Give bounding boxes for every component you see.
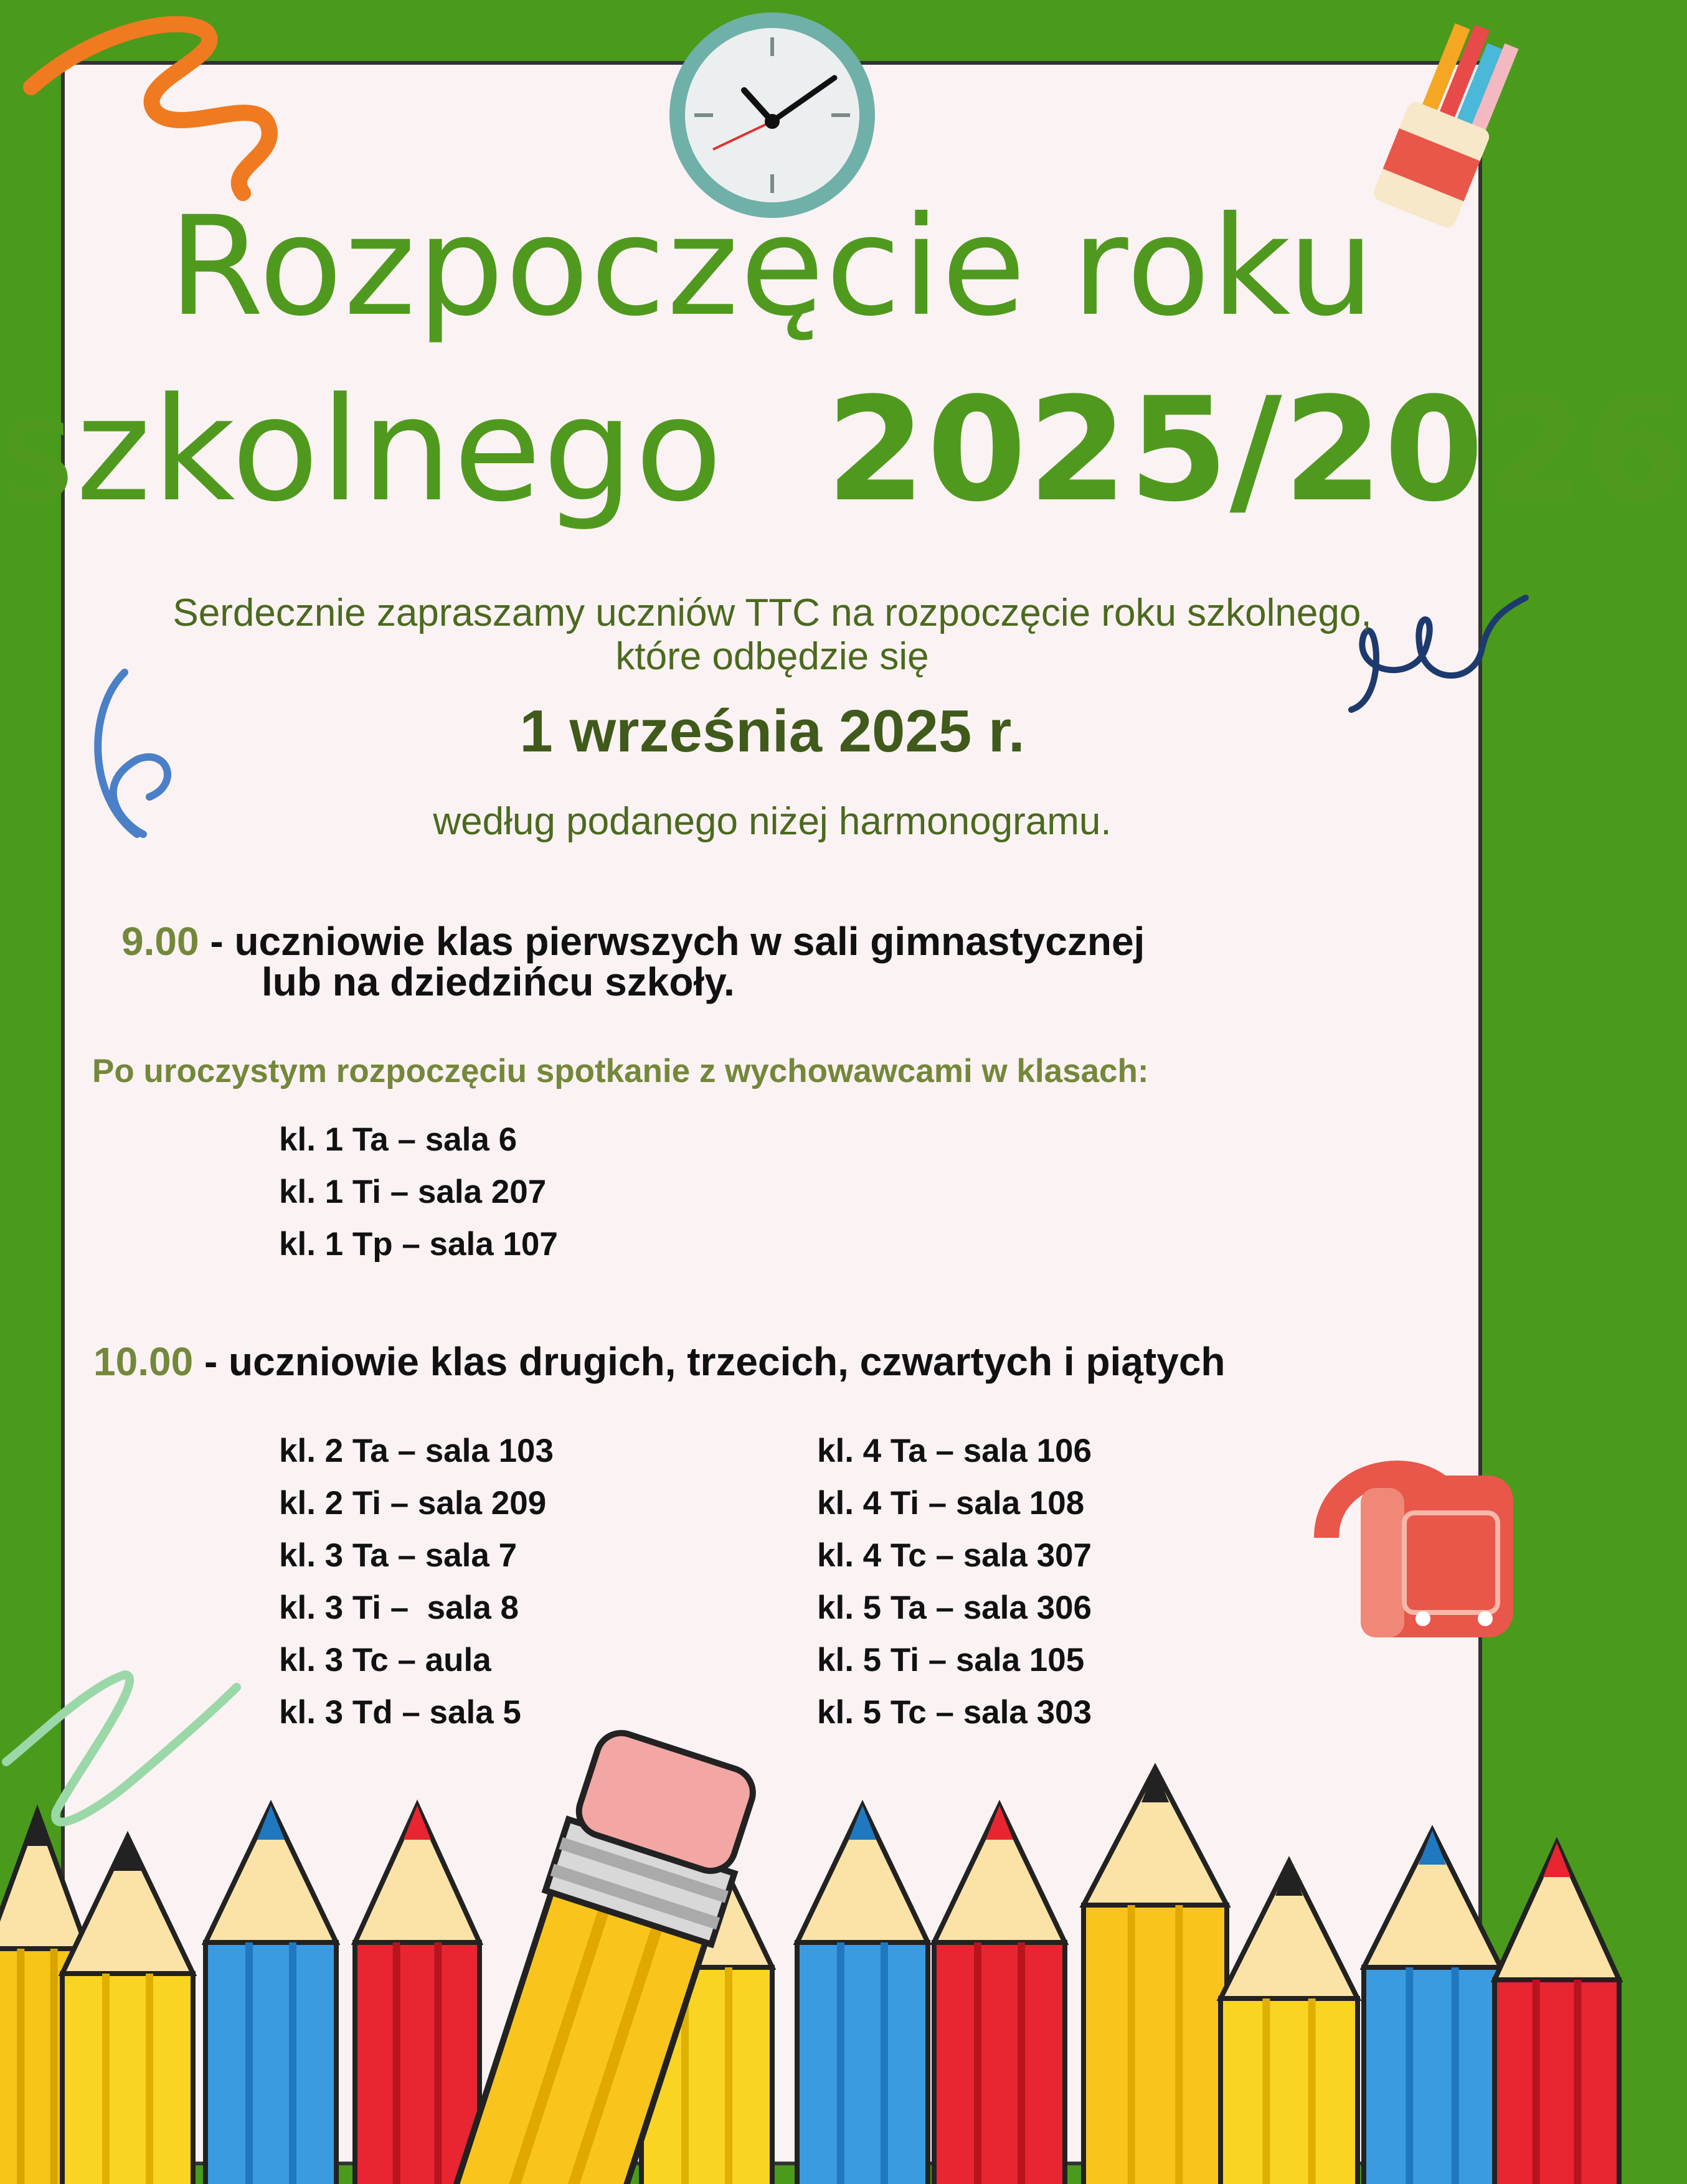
- backpack-icon: [1302, 1438, 1526, 1644]
- room-list-item: kl. 4 Tc – sala 307: [817, 1537, 1092, 1574]
- session-1-time: 9.00: [121, 919, 199, 964]
- session-2-text: - uczniowie klas drugich, trzecich, czwartych i piątych: [193, 1339, 1226, 1384]
- session-2: [93, 1339, 1226, 1384]
- room-list-item: kl. 3 Tc – aula: [279, 1642, 491, 1678]
- pencil-decoration: [1084, 1768, 1227, 2184]
- pencils-border: [0, 1768, 1544, 2184]
- pencil-decoration: [797, 1805, 928, 2184]
- title-school-year: 2025/2026: [826, 367, 1687, 534]
- title-line-1: Rozpoczęcie roku: [168, 187, 1376, 346]
- room-list-item: kl. 1 Ti – sala 207: [279, 1174, 547, 1210]
- room-list-item: kl. 2 Ti – sala 209: [279, 1485, 547, 1522]
- room-list-item: kl. 3 Td – sala 5: [279, 1694, 521, 1731]
- session-2-time: 10.00: [93, 1339, 194, 1384]
- subheading: Po uroczystym rozpoczęciu spotkanie z wychowawcami w klasach:: [92, 1053, 1149, 1090]
- pencil-decoration: [1221, 1862, 1358, 2184]
- pencil-decoration: [206, 1805, 336, 2184]
- room-list-item: kl. 2 Ta – sala 103: [279, 1433, 554, 1469]
- session-1-text: - uczniowie klas pierwszych w sali gimnastycznej: [199, 919, 1145, 964]
- event-date: 1 września 2025 r.: [519, 698, 1025, 765]
- orange-squiggle-icon: [19, 6, 280, 205]
- room-list-item: kl. 3 Ti – sala 8: [279, 1589, 519, 1626]
- title-line-2: [0, 367, 1687, 534]
- intro-line-2: które odbędzie się: [615, 635, 929, 678]
- pencil-decoration: [934, 1805, 1065, 2184]
- room-list-item: kl. 5 Tc – sala 303: [817, 1694, 1092, 1731]
- pencil-decoration: [1364, 1830, 1501, 2184]
- room-list-item: kl. 3 Ta – sala 7: [279, 1537, 517, 1574]
- session-1-text-line-2: lub na dziedzińcu szkoły.: [262, 959, 735, 1004]
- room-list-item: kl. 5 Ti – sala 105: [817, 1642, 1085, 1678]
- session-1: [121, 919, 1145, 964]
- pencil-decoration: [355, 1805, 480, 2184]
- pencil-decoration: [62, 1837, 193, 2184]
- intro-line-3: według podanego niżej harmonogramu.: [433, 800, 1112, 843]
- room-list-item: kl. 1 Tp – sala 107: [279, 1226, 558, 1263]
- pencil-decoration: [1495, 1843, 1619, 2184]
- room-list-item: kl. 4 Ta – sala 106: [817, 1433, 1092, 1469]
- room-list-item: kl. 1 Ta – sala 6: [279, 1121, 517, 1158]
- intro-line-1: Serdecznie zapraszamy uczniów TTC na rozpoczęcie roku szkolnego,: [172, 591, 1372, 634]
- title-word-szkolnego: szkolnego: [0, 367, 724, 534]
- room-list-item: kl. 4 Ti – sala 108: [817, 1485, 1085, 1522]
- room-list-item: kl. 5 Ta – sala 306: [817, 1589, 1092, 1626]
